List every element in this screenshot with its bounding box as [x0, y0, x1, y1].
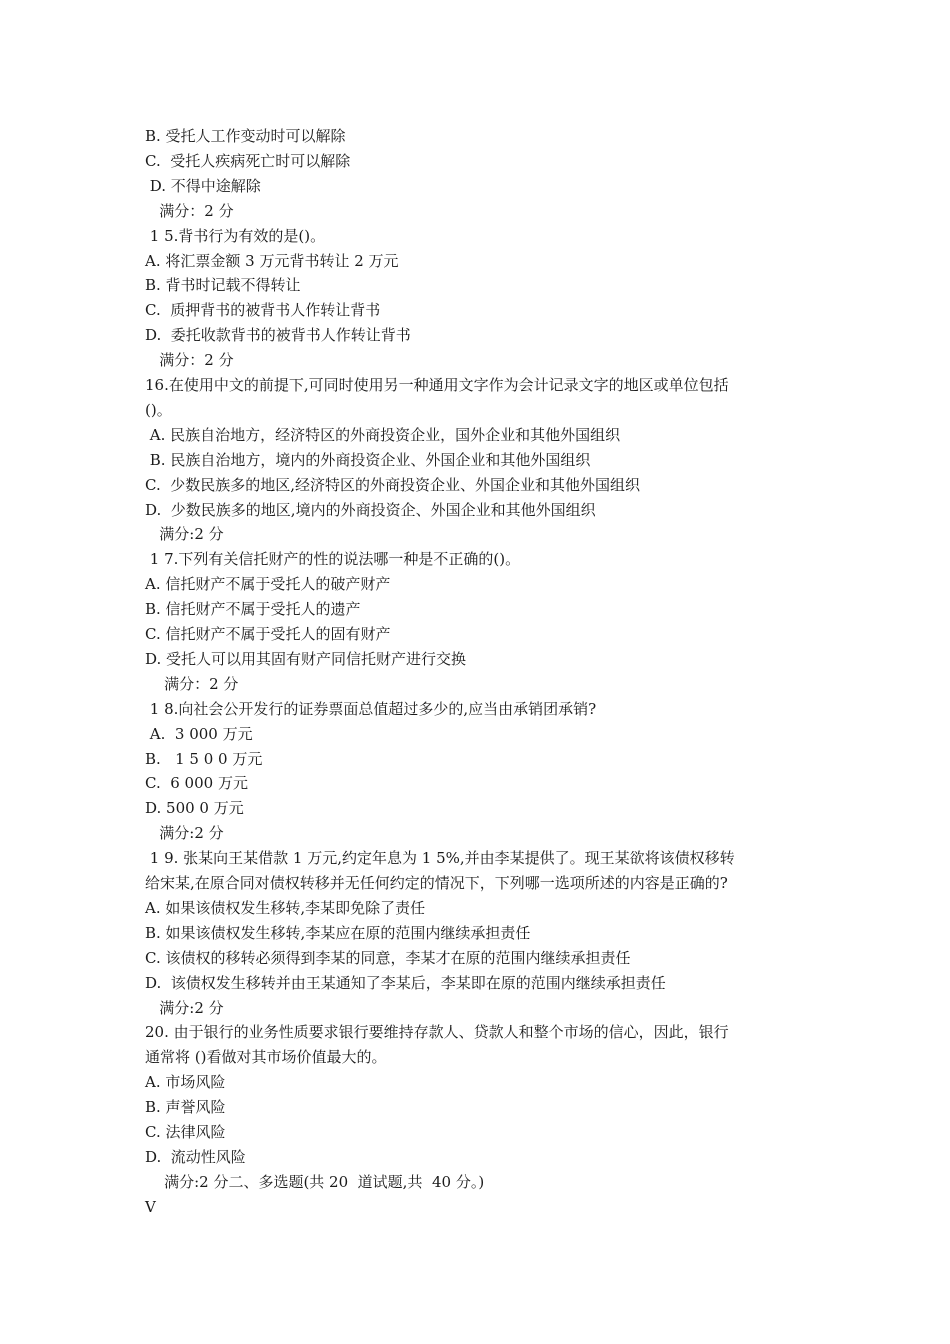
text-line: 满分:2 分	[145, 824, 224, 842]
text-line: 给宋某,在原合同对债权转移并无任何约定的情况下，下列哪一选项所述的内容是正确的?	[145, 874, 728, 892]
text-line: B. 1 5 0 0 万元	[145, 750, 263, 768]
text-line: C. 少数民族多的地区,经济特区的外商投资企业、外国企业和其他外国组织	[145, 476, 641, 494]
text-line: B. 声誉风险	[145, 1098, 226, 1116]
text-line: D. 少数民族多的地区,境内的外商投资企、外国企业和其他外国组织	[145, 501, 596, 519]
text-line: D. 该债权发生移转并由王某通知了李某后，李某即在原的范围内继续承担责任	[145, 974, 666, 992]
text-line: B. 如果该债权发生移转,李某应在原的范围内继续承担责任	[145, 924, 531, 942]
text-line: 满分:2 分二、多选题(共 20 道试题,共 40 分。)	[145, 1173, 485, 1191]
text-line: C. 信托财产不属于受托人的固有财产	[145, 625, 391, 643]
text-line: 满分：2 分	[145, 675, 239, 693]
text-line: 满分:2 分	[145, 525, 224, 543]
text-line: C. 受托人疾病死亡时可以解除	[145, 152, 351, 170]
text-line: 16.在使用中文的前提下,可同时使用另一种通用文字作为会计记录文字的地区或单位包括	[145, 376, 729, 394]
text-line: A. 3 000 万元	[145, 725, 253, 743]
text-line: ()。	[145, 401, 172, 419]
text-line: 满分:2 分	[145, 999, 224, 1017]
text-line: A. 将汇票金额 3 万元背书转让 2 万元	[145, 252, 399, 270]
text-line: B. 背书时记载不得转让	[145, 276, 301, 294]
text-line: 1 7.下列有关信托财产的性的说法哪一种是不正确的()。	[145, 550, 521, 568]
text-line: 20. 由于银行的业务性质要求银行要维持存款人、贷款人和整个市场的信心，因此，银行	[145, 1023, 729, 1041]
text-line: 满分：2 分	[145, 202, 234, 220]
text-line: 满分：2 分	[145, 351, 234, 369]
text-line: A. 民族自治地方，经济特区的外商投资企业，国外企业和其他外国组织	[145, 426, 621, 444]
text-line: A. 如果该债权发生移转,李某即免除了责任	[145, 899, 426, 917]
text-line: 通常将 ()看做对其市场价值最大的。	[145, 1048, 387, 1066]
text-line: 1 9. 张某向王某借款 1 万元,约定年息为 1 5%,并由李某提供了。现王某欲将该债权移转	[145, 849, 735, 867]
text-line: D. 委托收款背书的被背书人作转让背书	[145, 326, 411, 344]
text-line: D. 不得中途解除	[145, 177, 261, 195]
text-line: B. 受托人工作变动时可以解除	[145, 127, 346, 145]
text-line: C. 法律风险	[145, 1123, 226, 1141]
text-line: D. 500 0 万元	[145, 799, 244, 817]
text-line: D. 受托人可以用其固有财产同信托财产进行交换	[145, 650, 467, 668]
text-line: B. 民族自治地方，境内的外商投资企业、外国企业和其他外国组织	[145, 451, 591, 469]
text-line: V	[145, 1198, 156, 1216]
text-line: 1 8.向社会公开发行的证券票面总值超过多少的,应当由承销团承销?	[145, 700, 597, 718]
text-line: 1 5.背书行为有效的是()。	[145, 227, 326, 245]
text-line: A. 市场风险	[145, 1073, 226, 1091]
text-line: A. 信托财产不属于受托人的破产财产	[145, 575, 391, 593]
text-line: D. 流动性风险	[145, 1148, 246, 1166]
text-line: C. 质押背书的被背书人作转让背书	[145, 301, 381, 319]
text-line: B. 信托财产不属于受托人的遗产	[145, 600, 361, 618]
text-line: C. 该债权的移转必须得到李某的同意，李某才在原的范围内继续承担责任	[145, 949, 631, 967]
text-line: C. 6 000 万元	[145, 774, 248, 792]
